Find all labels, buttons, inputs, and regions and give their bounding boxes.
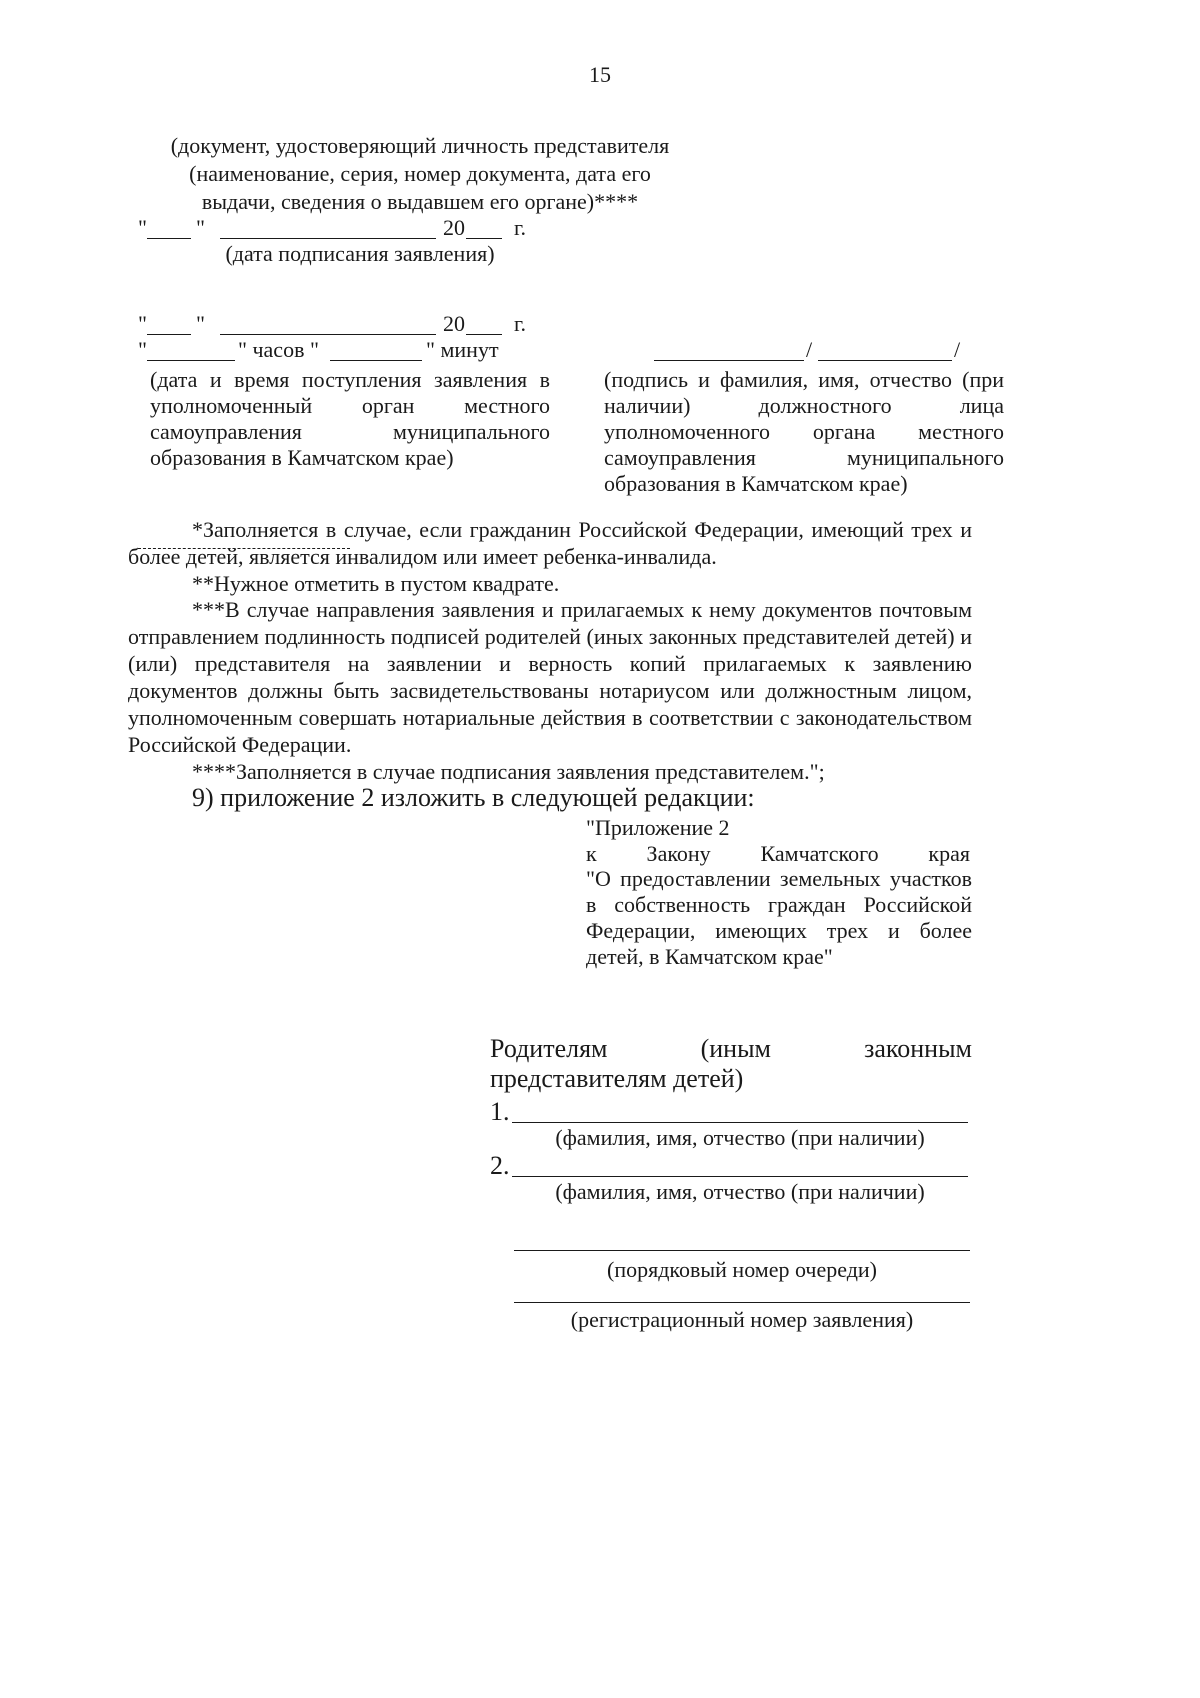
- sign-date-quote-open: ": [138, 215, 147, 240]
- hours-label: " часов ": [238, 337, 319, 362]
- signature-slash-1: /: [806, 337, 813, 362]
- receipt-year-suffix: г.: [514, 311, 527, 336]
- hours-quote-open: ": [138, 337, 147, 362]
- parent-1-name-blank: [512, 1122, 968, 1123]
- receipt-caption-line-2: уполномоченный орган местного: [150, 393, 550, 418]
- minutes-blank: [330, 360, 422, 361]
- receipt-day-blank: [147, 334, 191, 335]
- parent-2-name-blank: [512, 1176, 968, 1177]
- queue-number-caption: (порядковый номер очереди): [607, 1257, 877, 1282]
- sign-day-blank: [147, 238, 191, 239]
- receipt-year-blank: [466, 334, 502, 335]
- signature-slash-2: /: [954, 337, 961, 362]
- footnote-4: ****Заполняется в случае подписания заявления представителем.";: [192, 759, 825, 784]
- official-caption-line-4: самоуправления муниципального: [604, 445, 1004, 470]
- rep-doc-line-3: выдачи, сведения о выдавшем его органе)****: [201, 189, 639, 214]
- sign-year-suffix: г.: [514, 215, 527, 240]
- receipt-caption-line-4: образования в Камчатском крае): [150, 445, 454, 470]
- sign-date-caption: (дата подписания заявления): [225, 241, 495, 266]
- official-caption-line-5: образования в Камчатском крае): [604, 471, 908, 496]
- registration-number-blank: [514, 1302, 970, 1303]
- sign-month-blank: [220, 238, 436, 239]
- sign-year-blank: [466, 238, 502, 239]
- appendix-law-ref: к Закону Камчатского края: [586, 841, 970, 866]
- footnote-2: **Нужное отметить в пустом квадрате.: [192, 571, 560, 596]
- queue-number-blank: [514, 1250, 970, 1251]
- official-caption-line-2: наличии) должностного лица: [604, 393, 1004, 418]
- registration-number-caption: (регистрационный номер заявления): [570, 1307, 914, 1332]
- official-signature-blank: [654, 360, 804, 361]
- receipt-year-prefix: 20: [443, 311, 465, 336]
- parent-1-number: 1.: [490, 1097, 510, 1126]
- sign-date-quote-close: ": [196, 215, 205, 240]
- receipt-month-blank: [220, 334, 436, 335]
- footnote-1: *Заполняется в случае, если гражданин Российской Федерации, имеющий трех и более детей, является инвалидом или имеет ребенка-инвалида.: [128, 517, 972, 569]
- receipt-quote-open: ": [138, 311, 147, 336]
- footnote-3: ***В случае направления заявления и прилагаемых к нему документов почтовым отправлением подлинность подписей родителей (иных законных представителей детей) и (или) представителя на заявлении и верность копий прилагаемых к заявлению документов должны быть засвидетельствованы нотариусом или должностным лицом, уполномоченным совершать нотариальные действия в соответствии с законодательством Российской Федерации.: [128, 597, 972, 757]
- parent-1-caption: (фамилия, имя, отчество (при наличии): [555, 1125, 925, 1150]
- page-number: 15: [589, 62, 611, 87]
- official-name-blank: [818, 360, 952, 361]
- sign-year-prefix: 20: [443, 215, 465, 240]
- receipt-quote-close: ": [196, 311, 205, 336]
- hours-blank: [147, 360, 235, 361]
- rep-doc-line-1: (документ, удостоверяющий личность представителя: [170, 133, 670, 158]
- official-caption-line-3: уполномоченного органа местного: [604, 419, 1004, 444]
- parent-2-caption: (фамилия, имя, отчество (при наличии): [555, 1179, 925, 1204]
- amendment-text: 9) приложение 2 изложить в следующей редакции:: [192, 783, 755, 812]
- receipt-caption-line-1: (дата и время поступления заявления в: [150, 367, 550, 392]
- rep-doc-line-2: (наименование, серия, номер документа, дата его: [189, 161, 651, 186]
- appendix-title: "Приложение 2: [586, 815, 730, 840]
- minutes-label: " минут: [426, 337, 499, 362]
- addressee-title: Родителям (иным законным представителям детей): [490, 1034, 972, 1093]
- appendix-law-name: "О предоставлении земельных участков в собственность граждан Российской Федерации, имеющих трех и более детей, в Камчатском крае": [586, 866, 972, 969]
- parent-2-number: 2.: [490, 1151, 510, 1180]
- official-caption-line-1: (подпись и фамилия, имя, отчество (при: [604, 367, 1004, 392]
- receipt-caption-line-3: самоуправления муниципального: [150, 419, 550, 444]
